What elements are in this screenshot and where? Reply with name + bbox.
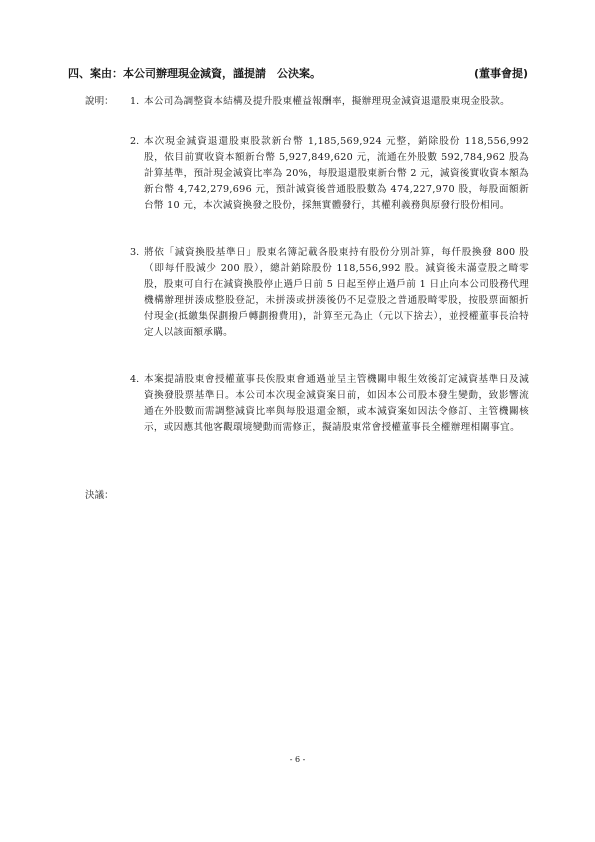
proposal-heading	[68, 66, 528, 82]
explanation-item-3	[130, 245, 529, 357]
item-text: 本公司為調整資本結構及提升股東權益報酬率，擬辦理現金減資退還股東現金股款。	[144, 96, 511, 107]
explanation-item-2	[130, 134, 529, 230]
item-number: 2.	[130, 136, 140, 147]
proposal-title: 四、案由：本公司辦理現金減資，謹提請 公決案。	[68, 67, 321, 80]
item-text: 本次現金減資退還股東股款新台幣 1,185,569,924 元整，銷除股份 118,556,992 股，依目前實收資本額新台幣 5,927,849,620 元，流通在外股數 592,784,962 股為計算基準，預計現金減資比率為 20%，每股退還股東新台幣 2 元，減資後實收資本額為新台幣 4,742,279,696 元，預計減資後普通股股數為 474,227,970 股，每股面額新台幣 10 元，本次減資換發之股份，採無實體發行，其權利義務與原發行股份相同。	[144, 136, 529, 211]
item-text: 將依「減資換股基準日」股東名簿記載各股東持有股份分別計算，每仟股換發 800 股（即每仟股減少 200 股），總計銷除股份 118,556,992 股。減資後未滿壹股之畸零股，股東可自行在減資換股停止過戶日前 5 日起至停止過戶前 1 日止向本公司股務代理機構辦理拼湊成整股登記，未拼湊或拼湊後仍不足壹股之普通股畸零股，按股票面額折付現金(抵繳集保劃撥戶轉劃撥費用)，計算至元為止（元以下捨去），並授權董事長洽特定人以該面額承購。	[144, 247, 529, 338]
item-number: 1.	[130, 96, 140, 107]
explanation-item-4	[130, 372, 529, 468]
resolution-label: 決議：	[85, 490, 114, 501]
item-text: 本案提請股東會授權董事長俟股東會通過並呈主管機關申報生效後訂定減資基準日及減資換發股票基準日。本公司本次現金減資案日前，如因本公司股本發生變動，致影響流通在外股數而需調整減資比率與每股退還金額，或本減資案如因法令修訂、主管機關核示，或因應其他客觀環境變動而需修正，擬請股東常會授權董事長全權辦理相關事宜。	[144, 374, 529, 433]
item-number: 3.	[130, 247, 140, 258]
item-number: 4.	[130, 374, 140, 385]
page-number: - 6 -	[289, 755, 306, 764]
explanation-item-1	[85, 94, 529, 126]
explanation-label: 說明：	[85, 96, 114, 107]
proposer-label: (董事會提)	[473, 67, 528, 80]
